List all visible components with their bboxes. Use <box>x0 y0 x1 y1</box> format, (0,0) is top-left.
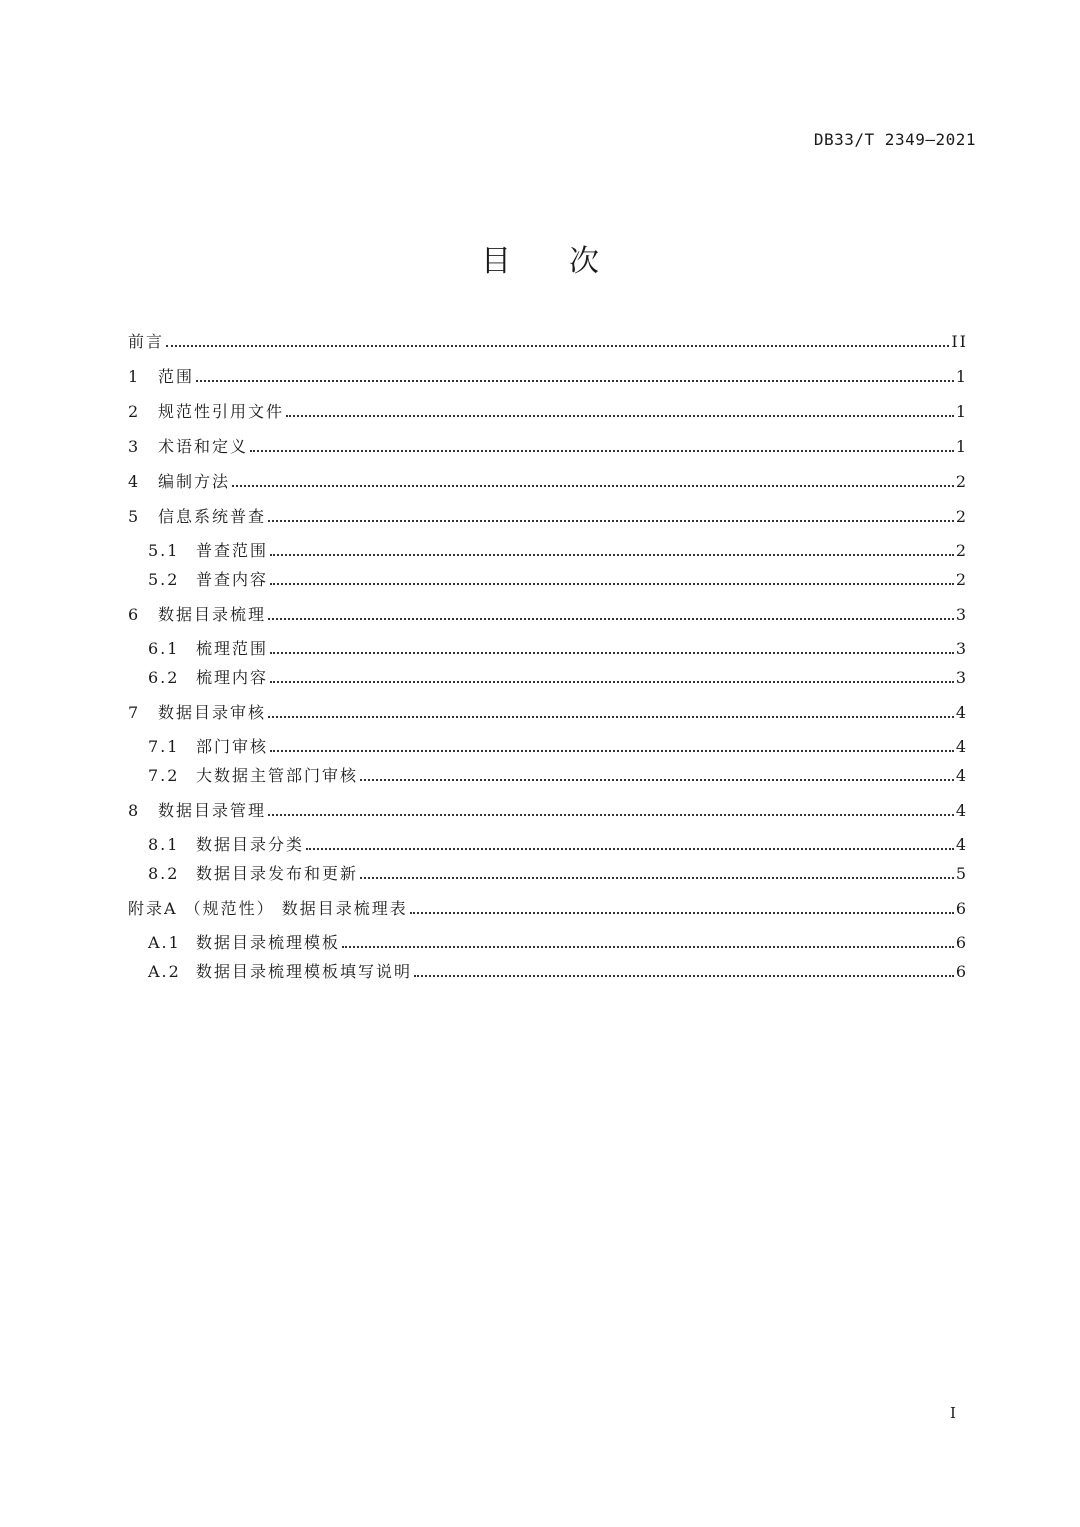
toc-entry-page: 6 <box>955 899 968 918</box>
toc-entry[interactable] <box>128 660 968 688</box>
toc-dot-leader <box>414 975 954 977</box>
toc-dot-leader <box>166 345 949 347</box>
toc-entry-number: 7.1 <box>148 737 180 756</box>
toc-entry[interactable] <box>128 499 968 527</box>
toc-entry-page: 6 <box>955 962 968 981</box>
toc-entry-label: 大数据主管部门审核 <box>196 766 359 785</box>
toc-entry-label: 术语和定义 <box>158 437 249 456</box>
toc-entry[interactable] <box>128 464 968 492</box>
toc-entry-page: 6 <box>955 933 968 952</box>
toc-entry-number: 8 <box>128 801 140 820</box>
toc-entry-label: 数据目录梳理 <box>158 605 267 624</box>
toc-entry-label: 数据目录发布和更新 <box>196 864 359 883</box>
document-code: DB33/T 2349—2021 <box>813 130 976 149</box>
toc-dot-leader <box>360 877 954 879</box>
toc-entry[interactable] <box>128 729 968 757</box>
toc-entry-number: 7.2 <box>148 766 180 785</box>
toc-entry-number: A.1 <box>148 933 181 952</box>
toc-entry[interactable] <box>128 562 968 590</box>
toc-entry[interactable] <box>128 597 968 625</box>
toc-entry-page: 2 <box>955 472 968 491</box>
toc-entry-label: 数据目录管理 <box>158 801 267 820</box>
toc-entry[interactable] <box>128 429 968 457</box>
toc-entry-number: 6 <box>128 605 140 624</box>
toc-entry[interactable] <box>128 856 968 884</box>
toc-entry[interactable] <box>128 891 968 919</box>
toc-entry-number: 5 <box>128 507 140 526</box>
toc-entry-number: 2 <box>128 402 140 421</box>
toc-entry[interactable] <box>128 631 968 659</box>
toc-entry-label: 数据目录审核 <box>158 703 267 722</box>
toc-entry-page: 2 <box>955 541 968 560</box>
page-number: I <box>950 1404 956 1422</box>
toc-entry[interactable] <box>128 359 968 387</box>
toc-entry[interactable] <box>128 925 968 953</box>
toc-dot-leader <box>250 450 954 452</box>
table-of-contents <box>128 324 968 982</box>
toc-dot-leader <box>410 912 954 914</box>
toc-entry[interactable] <box>128 827 968 855</box>
toc-entry-label: 普查内容 <box>196 570 269 589</box>
toc-entry-label: 附录A （规范性） 数据目录梳理表 <box>128 899 408 918</box>
toc-entry-label: 梳理内容 <box>196 668 269 687</box>
toc-dot-leader <box>270 652 954 654</box>
toc-entry-page: 4 <box>955 766 968 785</box>
toc-entry-page: 1 <box>955 402 968 421</box>
toc-entry-page: 2 <box>955 507 968 526</box>
toc-entry[interactable] <box>128 324 968 352</box>
toc-entry[interactable] <box>128 758 968 786</box>
title-char-1: 目 <box>481 244 511 279</box>
toc-dot-leader <box>268 716 954 718</box>
toc-entry-page: II <box>951 332 968 351</box>
toc-entry-number: 3 <box>128 437 140 456</box>
toc-entry-label: 部门审核 <box>196 737 269 756</box>
toc-entry-number: 6.1 <box>148 639 180 658</box>
toc-entry-page: 3 <box>955 639 968 658</box>
toc-entry-label: 编制方法 <box>158 472 231 491</box>
toc-entry-page: 4 <box>955 703 968 722</box>
toc-dot-leader <box>268 520 954 522</box>
toc-entry-number: 5.1 <box>148 541 180 560</box>
toc-entry[interactable] <box>128 954 968 982</box>
toc-entry-page: 3 <box>955 605 968 624</box>
toc-dot-leader <box>342 946 954 948</box>
toc-entry-page: 3 <box>955 668 968 687</box>
toc-entry-number: 8.2 <box>148 864 180 883</box>
toc-entry[interactable] <box>128 394 968 422</box>
toc-entry-number: 6.2 <box>148 668 180 687</box>
toc-dot-leader <box>268 618 954 620</box>
toc-entry-page: 1 <box>955 437 968 456</box>
toc-dot-leader <box>270 554 954 556</box>
toc-dot-leader <box>286 415 954 417</box>
toc-dot-leader <box>196 380 954 382</box>
toc-entry-number: 8.1 <box>148 835 180 854</box>
toc-dot-leader <box>306 848 954 850</box>
toc-entry-number: A.2 <box>148 962 181 981</box>
toc-dot-leader <box>270 750 954 752</box>
toc-entry-label: 数据目录梳理模板填写说明 <box>196 962 413 981</box>
toc-entry-label: 范围 <box>158 367 195 386</box>
toc-entry-label: 信息系统普查 <box>158 507 267 526</box>
toc-entry-number: 4 <box>128 472 140 491</box>
toc-entry[interactable] <box>128 533 968 561</box>
toc-entry-label: 前言 <box>128 332 165 351</box>
toc-entry-label: 梳理范围 <box>196 639 269 658</box>
toc-entry-number: 5.2 <box>148 570 180 589</box>
toc-dot-leader <box>270 583 954 585</box>
toc-entry[interactable] <box>128 793 968 821</box>
toc-dot-leader <box>268 814 954 816</box>
page-title <box>0 236 1080 280</box>
toc-entry-page: 5 <box>955 864 968 883</box>
toc-entry-page: 4 <box>955 801 968 820</box>
toc-entry-page: 2 <box>955 570 968 589</box>
toc-entry-number: 7 <box>128 703 140 722</box>
toc-entry[interactable] <box>128 695 968 723</box>
toc-entry-page: 4 <box>955 835 968 854</box>
toc-entry-number: 1 <box>128 367 140 386</box>
toc-entry-page: 4 <box>955 737 968 756</box>
toc-entry-label: 数据目录梳理模板 <box>196 933 341 952</box>
toc-entry-page: 1 <box>955 367 968 386</box>
toc-dot-leader <box>360 779 954 781</box>
toc-entry-label: 规范性引用文件 <box>158 402 285 421</box>
toc-dot-leader <box>232 485 954 487</box>
title-char-2: 次 <box>569 244 599 279</box>
toc-dot-leader <box>270 681 954 683</box>
toc-entry-label: 数据目录分类 <box>196 835 305 854</box>
toc-entry-label: 普查范围 <box>196 541 269 560</box>
